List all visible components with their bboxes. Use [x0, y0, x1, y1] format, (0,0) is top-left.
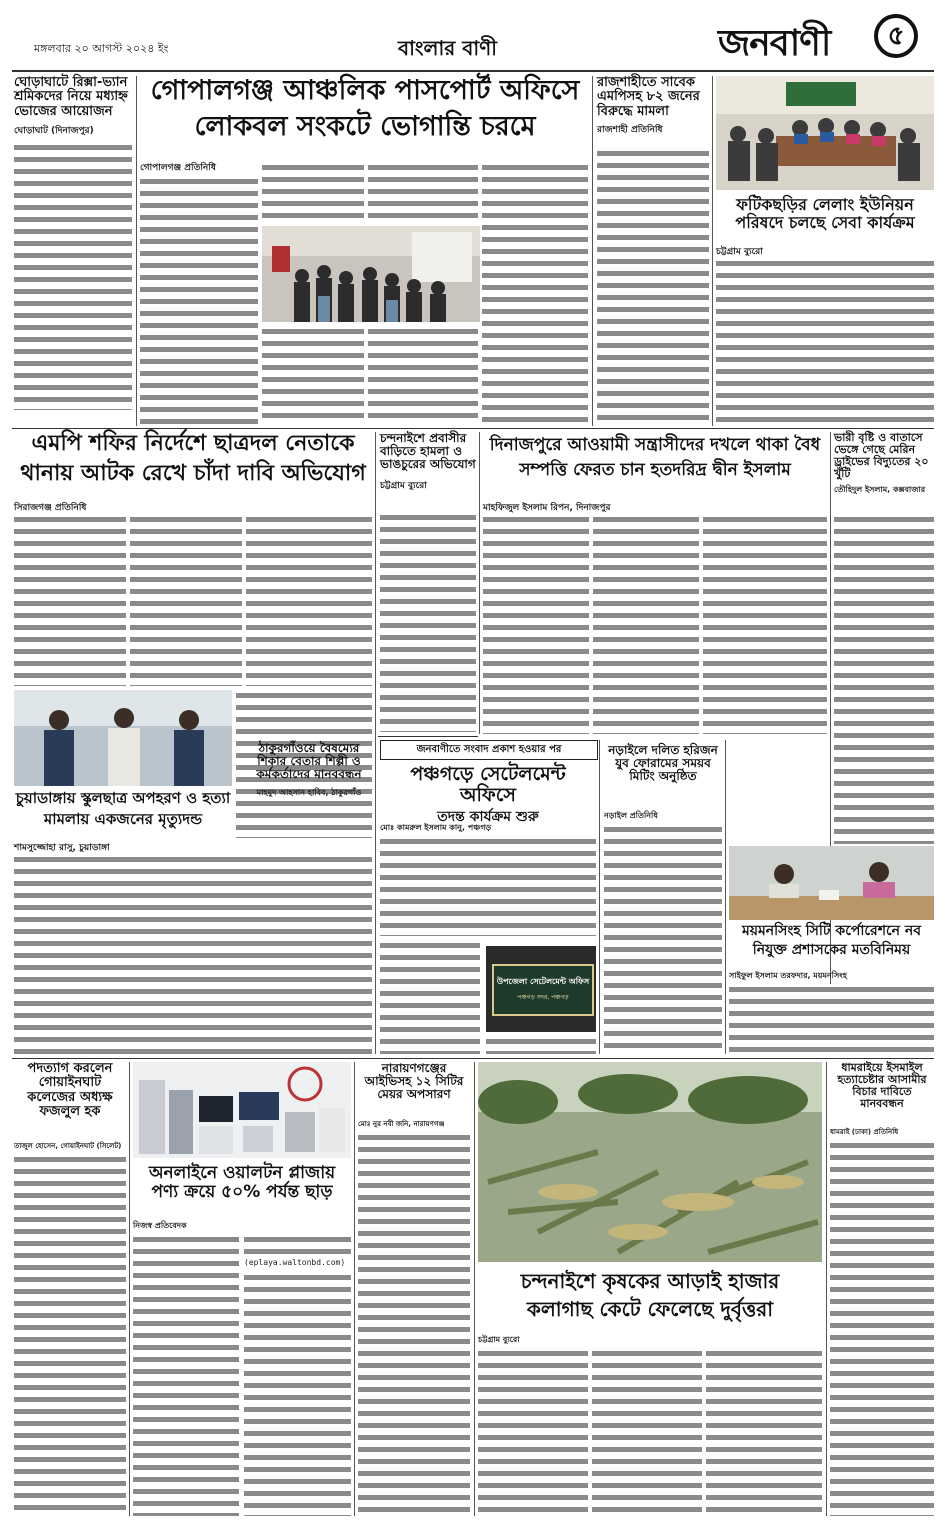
passport-body-col3 [368, 162, 478, 224]
story-headline-line2: লোকবল সংকটে ভোগান্তি চরমে [194, 110, 536, 142]
settlement-body-col3 [486, 1036, 596, 1054]
story-headline: ফটিকছড়ির লেলাং ইউনিয়ন পরিষদে চলছে সেবা কার্যক্রম [735, 195, 915, 232]
banana-trees-cut-photo [478, 1062, 822, 1262]
narayanganj-byline: মোঃ নুর নবী জনি, নারায়ণগঞ্জ [358, 1120, 445, 1128]
principal-body [14, 1154, 126, 1516]
story-headline-line2: কলাগাছ কেটে ফেলেছে দুর্বৃত্তরা [526, 1297, 774, 1321]
passport-body-col2 [262, 162, 364, 224]
masthead-rule [12, 70, 934, 72]
newspaper-logo [718, 14, 918, 66]
chandanaish-attack-body [380, 512, 476, 732]
mymensingh-body [729, 984, 934, 1054]
story-settlement [380, 764, 596, 825]
passport-body-col4 [482, 162, 588, 424]
story-rajshahi [597, 76, 709, 137]
banana-body-col2 [592, 1348, 702, 1516]
story-headline: অনলাইনে ওয়ালটন প্লাজায় পণ্য ক্রয়ে ৫০% পর্যন্ত ছাড় [148, 1163, 336, 1202]
walton-products-photo [133, 1062, 351, 1158]
banana-byline: চট্টগ্রাম ব্যুরো [478, 1335, 520, 1344]
sign-subtext: পঞ্চগড় সদর, পঞ্চগড় [517, 994, 569, 1001]
story-headline: নড়াইলে দলিত হরিজন যুব ফোরামের সময়ব মিটিং অনুষ্ঠিত [608, 743, 718, 784]
story-headline: নারায়ণগঞ্জের আইভিসহ ১২ সিটির মেয়র অপসারণ [364, 1061, 464, 1102]
logo-text: জনবাণী [718, 23, 831, 64]
dhamrai-byline: ধামরাই (ঢাকা) প্রতিনিধি [830, 1128, 899, 1136]
column-rule [826, 1062, 827, 1516]
story-headline: ভারী বৃষ্টি ও বাতাসে ভেঙ্গে গেছে মেরিন ড্রাইভের বিদ্যুতের ২০ খুঁটি [834, 431, 929, 481]
story-headline-line2: মামলায় একজনের মৃত্যুদন্ড [43, 809, 203, 828]
story-headline-line1: চুয়াডাঙ্গায় স্কুলছাত্র অপহরণ ও হত্যা [15, 789, 231, 807]
chhatradal-body-col1 [14, 514, 126, 686]
story-dhamrai [830, 1062, 934, 1110]
story-body [14, 142, 132, 410]
story-mymensingh [729, 924, 934, 959]
passport-byline: গোপালগঞ্জ প্রতিনিধি [140, 163, 216, 173]
column-rule [375, 432, 376, 1054]
story-byline: মাহমুদ আহসান হাবিব, ঠাকুরগাঁও [256, 787, 362, 797]
walton-link[interactable]: (eplaya.waltonbd.com) [244, 1258, 346, 1267]
story-headline: চন্দনাইশে প্রবাসীর বাড়িতে হামলা ও ভাঙচুরের অভিযোগ [380, 431, 476, 472]
dhamrai-body [830, 1140, 934, 1516]
story-headline-line2: সম্পত্তি ফেরত চান হতদরিদ্র দ্বীন ইসলাম [519, 459, 791, 480]
column-rule [474, 1062, 475, 1516]
walton-body-col2 [244, 1234, 351, 1256]
story-narail [604, 744, 722, 784]
column-rule [479, 432, 480, 734]
story-headline: ধামরাইয়ে ইসমাইল হত্যাচেষ্টার আসামীর বিচার দাবিতে মানববন্ধন [837, 1061, 927, 1111]
banana-body-col1 [478, 1348, 588, 1516]
dinajpur-body-col2 [593, 514, 699, 734]
principal-byline: তাজুল হোসেন, গোয়াইনঘাট (সিলেট) [14, 1142, 122, 1150]
sign-text: উপজেলা সেটেলমেন্ট অফিস [496, 977, 590, 986]
settlement-office-sign-photo [486, 946, 596, 1032]
story-narayanganj [358, 1062, 470, 1102]
story-headline: পঞ্চগড়ে সেটেলমেন্ট অফিসে [410, 763, 566, 806]
column-rule [712, 76, 713, 426]
fatikchhari-body [716, 258, 934, 424]
chuadanga-byline: শামসুজ্জোহা রাসু, চুয়াডাঙ্গা [14, 843, 110, 853]
story-headline-line1: দিনাজপুরে আওয়ামী সন্ত্রাসীদের দখলে থাকা বৈধ [489, 435, 821, 455]
settlement-body-col2 [380, 940, 480, 1054]
passport-body-col5 [262, 326, 364, 424]
passport-office-photo [262, 226, 480, 322]
row-rule [378, 736, 478, 737]
story-headline-line1: ময়মনসিংহ সিটি কর্পোরেশনে নব [741, 923, 922, 939]
column-rule [725, 740, 726, 1054]
story-headline: ঘোড়াঘাটে রিক্সা-ভ্যান শ্রমিকদের নিয়ে মধ্যাহ্ন ভোজের আয়োজন [14, 75, 128, 119]
story-subheadline: তদন্ত কার্যক্রম শুরু [437, 808, 539, 825]
story-headline-line2: থানায় আটক রেখে চাঁদা দাবি অভিযোগ [20, 461, 366, 487]
narail-byline: নড়াইল প্রতিনিধি [604, 811, 658, 820]
rajshahi-body [597, 148, 709, 424]
row-rule [12, 428, 934, 429]
column-rule [354, 1062, 355, 1516]
story-lunch [14, 76, 132, 424]
story-walton [133, 1164, 351, 1201]
page-number-badge [874, 14, 918, 58]
coxsbazar-body [834, 514, 934, 844]
passport-body-col6 [368, 326, 478, 424]
fatikchhari-byline: চট্টগ্রাম ব্যুরো [716, 247, 763, 257]
chuadanga-arrest-photo [14, 690, 232, 786]
dinajpur-body-col3 [703, 514, 827, 734]
story-headline-line2: নিযুক্ত প্রশাসকের মতবিনিময় [752, 942, 911, 959]
story-coxsbazar [834, 432, 934, 497]
story-byline: তৌহিদুল ইসলাম, কক্সবাজার [834, 485, 926, 495]
chhatradal-byline: সিরাজগঞ্জ প্রতিনিধি [14, 503, 87, 513]
story-headline: পদত্যাগ করলেন গোয়াইনঘাট কলেজের অধ্যক্ষ ফজলুল হক [27, 1061, 113, 1119]
story-fatikchhari [716, 196, 934, 231]
settlement-body-col1 [380, 836, 596, 936]
chhatradal-body-col2 [130, 514, 242, 686]
story-chandanaish-attack [380, 432, 476, 493]
lelang-meeting-photo [716, 76, 934, 190]
story-chuadanga [14, 790, 232, 827]
column-rule [129, 1062, 130, 1516]
story-principal [14, 1062, 126, 1119]
row-rule [12, 1058, 934, 1059]
walton-body-col3 [244, 1272, 351, 1516]
issue-date: মঙ্গলবার ২০ আগস্ট ২০২৪ ইং [34, 42, 169, 55]
story-byline: চট্টগ্রাম ব্যুরো [380, 480, 427, 491]
story-passport [140, 76, 590, 141]
section-name: বাংলার বাণী [398, 36, 497, 60]
column-rule [136, 76, 137, 426]
walton-byline: নিজস্ব প্রতিবেদক [133, 1221, 187, 1230]
story-kicker: জনবাণীতে সংবাদ প্রকাশ হওয়ার পর [416, 744, 562, 755]
walton-body-col1 [133, 1234, 239, 1516]
dinajpur-body-col1 [483, 514, 589, 734]
column-rule [592, 76, 593, 426]
story-headline: রাজশাহীতে সাবেক এমপিসহ ৮২ জনের বিরুদ্ধে মামলা [597, 75, 700, 119]
story-chhatradal [14, 432, 372, 486]
dinajpur-byline: মাহফিজুল ইসলাম রিপন, দিনাজপুর [483, 503, 611, 513]
story-byline: ঘোড়াঘাট (দিনাজপুর) [14, 125, 94, 136]
column-rule [599, 740, 600, 1054]
chuadanga-body [14, 854, 372, 1054]
narayanganj-body [358, 1132, 470, 1516]
chhatradal-body-col3 [246, 514, 372, 686]
story-headline: ঠাকুরগাঁওয়ে বৈষম্যের শিকার বেতার শিল্পী ও কর্মকর্তাদের মানববন্ধন [256, 741, 362, 782]
story-headline-line1: চন্দনাইশে কৃষকের আড়াই হাজার [520, 1269, 780, 1293]
settlement-byline: মোঃ কামরুল ইসলাম কানু, পঞ্চগড় [380, 823, 492, 832]
column-rule [830, 432, 831, 1054]
masthead [0, 0, 945, 72]
narail-body [604, 824, 722, 1054]
settlement-kicker-box [380, 740, 598, 760]
page-number: ৫ [887, 21, 905, 51]
story-headline-line1: এমপি শফির নির্দেশে ছাত্রদল নেতাকে [31, 431, 355, 456]
story-byline: রাজশাহী প্রতিনিধি [597, 124, 663, 135]
story-dinajpur [483, 436, 827, 479]
mymensingh-meeting-photo [729, 846, 934, 920]
mymensingh-byline: সাইফুল ইসলাম তরফদার, ময়মনসিংহ [729, 971, 847, 980]
sign-board [492, 964, 594, 1016]
story-banana [478, 1270, 822, 1320]
story-headline-line1: গোপালগঞ্জ আঞ্চলিক পাসপোর্ট অফিসে [150, 75, 580, 106]
thakurgaon-heading [246, 742, 372, 800]
passport-body-col1 [140, 176, 258, 424]
banana-body-col3 [706, 1348, 822, 1516]
